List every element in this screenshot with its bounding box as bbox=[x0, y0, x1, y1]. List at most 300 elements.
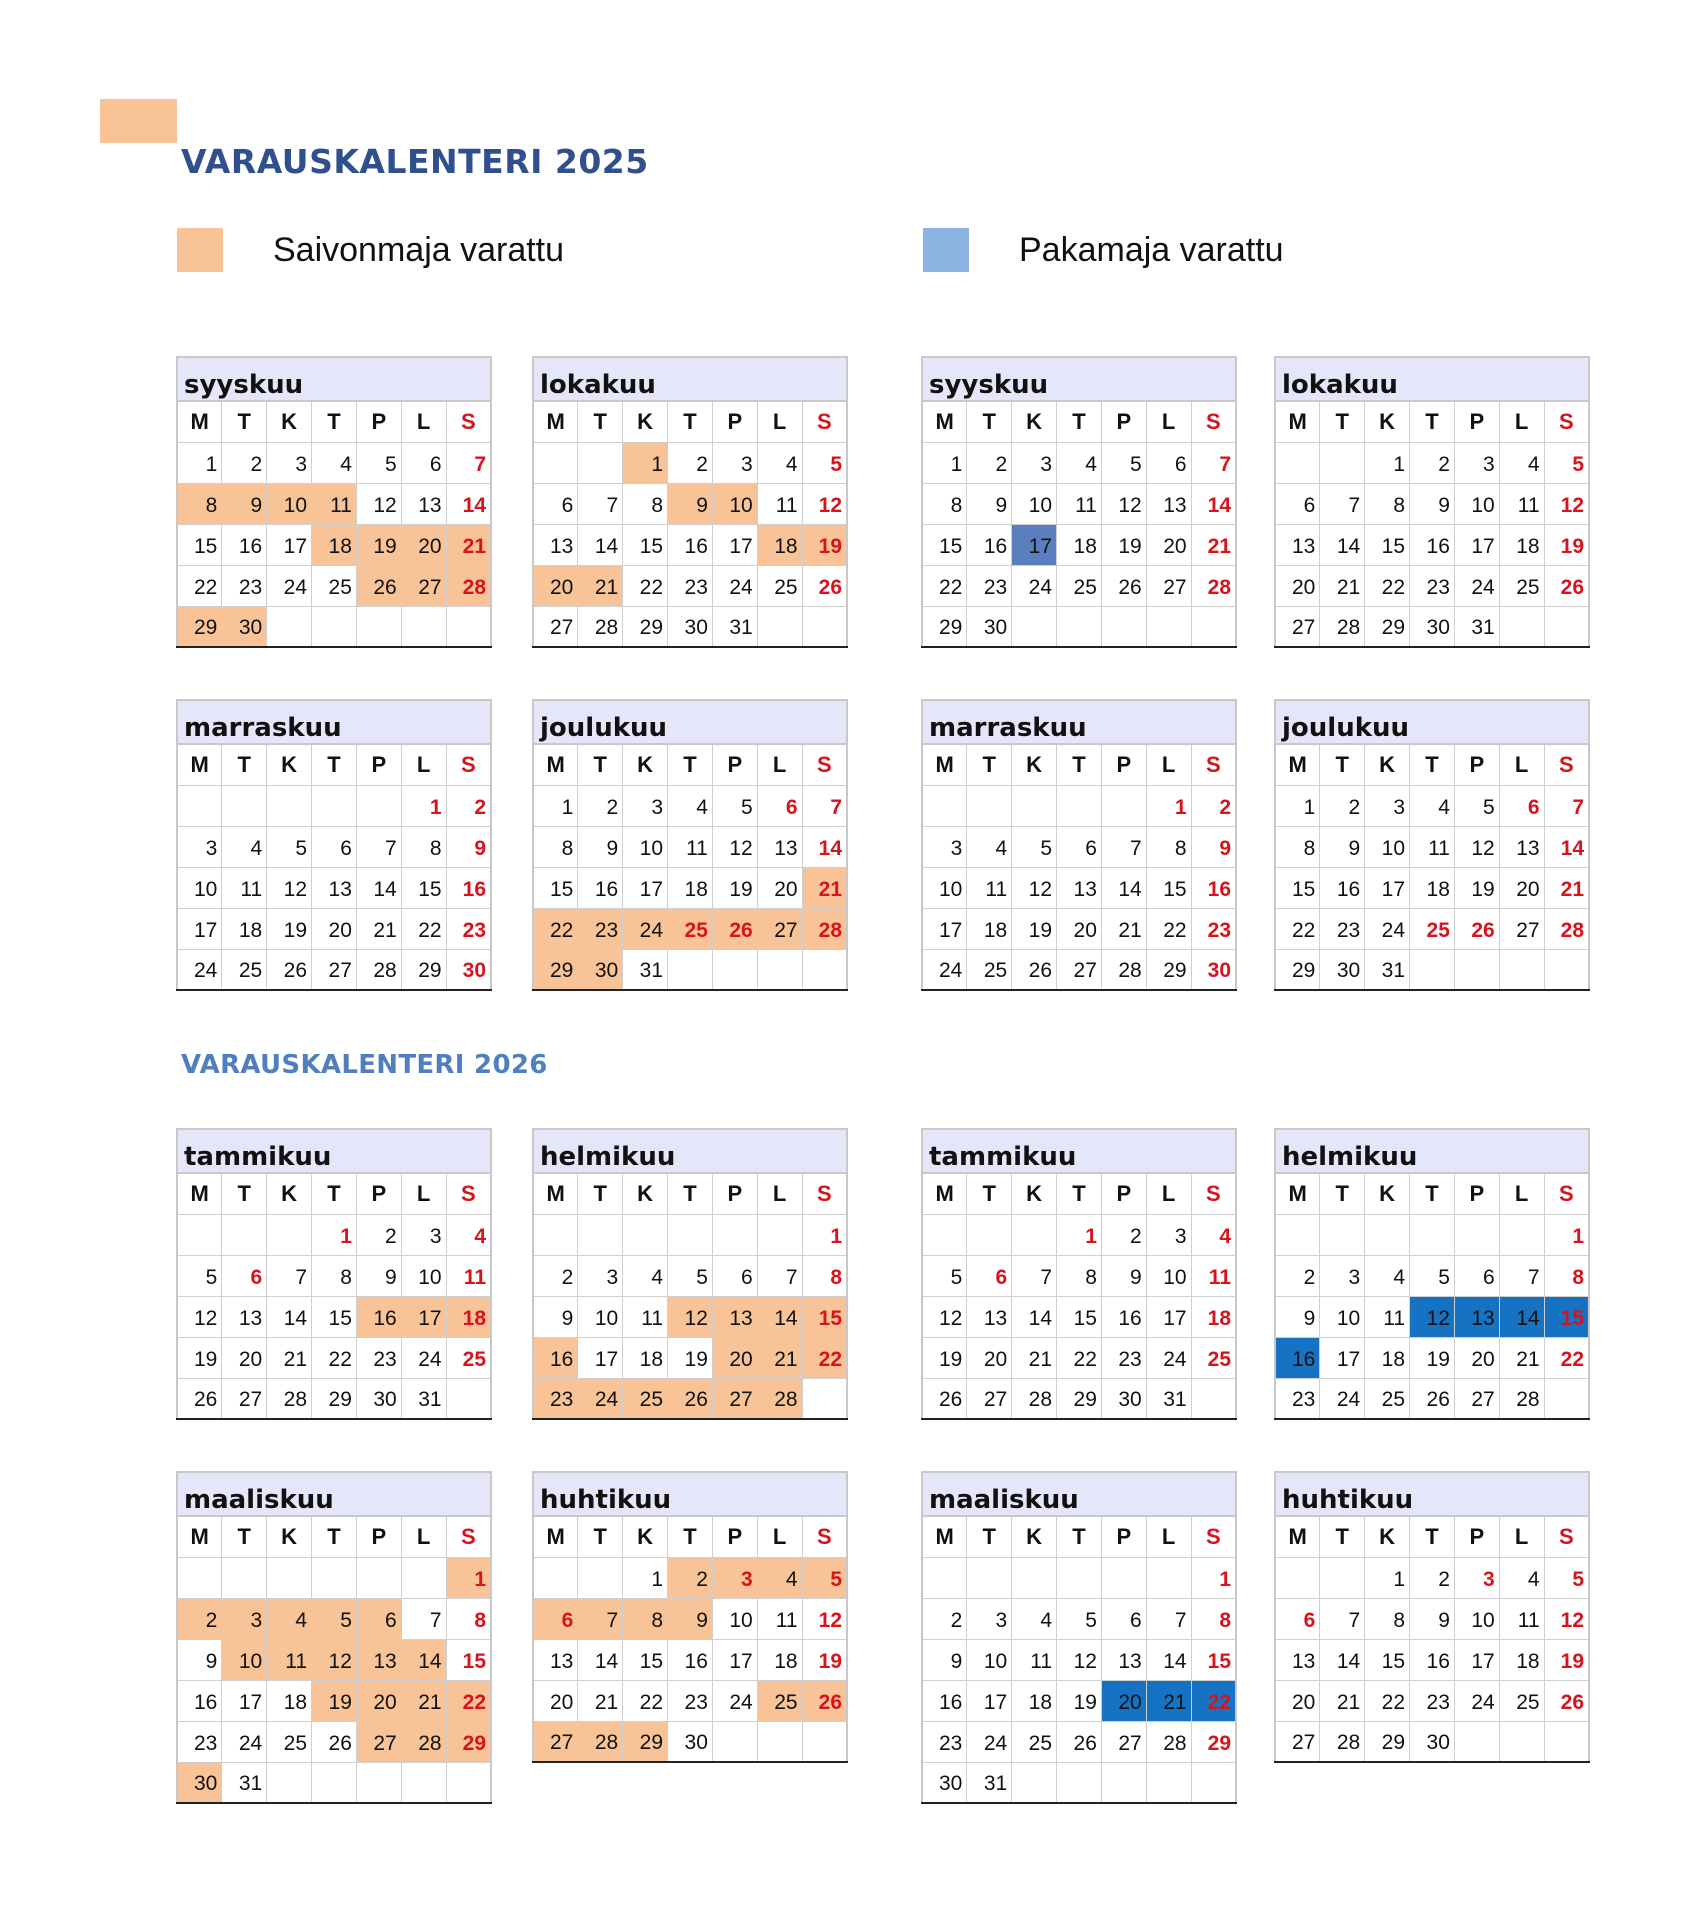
day-cell: 29 bbox=[401, 949, 446, 990]
day-cell: 29 bbox=[1365, 606, 1410, 647]
day-cell: 8 bbox=[623, 1598, 668, 1639]
day-cell: 14 bbox=[1101, 867, 1146, 908]
day-cell: 23 bbox=[356, 1337, 401, 1378]
weekday-header: T bbox=[668, 1173, 713, 1214]
day-cell: 18 bbox=[1365, 1337, 1410, 1378]
day-cell: 21 bbox=[446, 524, 491, 565]
day-cell: 1 bbox=[533, 785, 578, 826]
day-cell: 11 bbox=[1499, 1598, 1544, 1639]
day-cell: 4 bbox=[267, 1598, 312, 1639]
empty-cell bbox=[1454, 1721, 1499, 1762]
weekday-header: M bbox=[177, 401, 222, 442]
day-cell: 4 bbox=[1365, 1255, 1410, 1296]
empty-cell bbox=[1544, 606, 1589, 647]
weekday-header: K bbox=[1365, 1516, 1410, 1557]
month-calendar-saivonmaja-helmikuu bbox=[532, 1128, 848, 1420]
weekday-header: S bbox=[1544, 1173, 1589, 1214]
day-cell: 1 bbox=[1365, 1557, 1410, 1598]
day-cell: 28 bbox=[1544, 908, 1589, 949]
day-cell: 12 bbox=[1410, 1296, 1455, 1337]
day-cell: 19 bbox=[356, 524, 401, 565]
day-cell: 12 bbox=[922, 1296, 967, 1337]
day-cell: 24 bbox=[1146, 1337, 1191, 1378]
day-cell: 26 bbox=[712, 908, 757, 949]
weekday-header: S bbox=[1191, 1173, 1236, 1214]
day-cell: 6 bbox=[1275, 483, 1320, 524]
day-cell: 21 bbox=[1101, 908, 1146, 949]
day-cell: 29 bbox=[1057, 1378, 1102, 1419]
day-cell: 30 bbox=[1410, 1721, 1455, 1762]
day-cell: 26 bbox=[267, 949, 312, 990]
weekday-header: K bbox=[1365, 744, 1410, 785]
weekday-header: S bbox=[1544, 1516, 1589, 1557]
weekday-header: T bbox=[312, 1173, 357, 1214]
weekday-header: P bbox=[1101, 401, 1146, 442]
legend-pakamaja bbox=[923, 228, 1284, 272]
month-calendar-pakamaja-helmikuu bbox=[1274, 1128, 1590, 1420]
day-cell: 23 bbox=[668, 1680, 713, 1721]
day-cell: 6 bbox=[222, 1255, 267, 1296]
weekday-header: P bbox=[712, 1173, 757, 1214]
day-cell: 4 bbox=[312, 442, 357, 483]
day-cell: 22 bbox=[802, 1337, 847, 1378]
day-cell: 2 bbox=[1191, 785, 1236, 826]
day-cell: 25 bbox=[757, 1680, 802, 1721]
day-cell: 18 bbox=[312, 524, 357, 565]
day-cell: 23 bbox=[578, 908, 623, 949]
weekday-header: L bbox=[1499, 1173, 1544, 1214]
day-cell: 31 bbox=[1146, 1378, 1191, 1419]
day-cell: 22 bbox=[623, 1680, 668, 1721]
weekday-header: P bbox=[356, 401, 401, 442]
weekday-header: S bbox=[446, 744, 491, 785]
day-cell: 28 bbox=[1191, 565, 1236, 606]
day-cell: 10 bbox=[1365, 826, 1410, 867]
weekday-header: K bbox=[623, 744, 668, 785]
day-cell: 18 bbox=[1499, 524, 1544, 565]
day-cell: 3 bbox=[922, 826, 967, 867]
empty-cell bbox=[1012, 1557, 1057, 1598]
day-cell: 6 bbox=[1101, 1598, 1146, 1639]
day-cell: 3 bbox=[623, 785, 668, 826]
day-cell: 5 bbox=[1454, 785, 1499, 826]
day-cell: 8 bbox=[446, 1598, 491, 1639]
day-cell: 30 bbox=[578, 949, 623, 990]
day-cell: 20 bbox=[1499, 867, 1544, 908]
empty-cell bbox=[267, 1762, 312, 1803]
weekday-header: M bbox=[922, 744, 967, 785]
day-cell: 14 bbox=[1191, 483, 1236, 524]
weekday-header: P bbox=[1454, 401, 1499, 442]
day-cell: 2 bbox=[967, 442, 1012, 483]
day-cell: 16 bbox=[1275, 1337, 1320, 1378]
weekday-header: T bbox=[1057, 1516, 1102, 1557]
weekday-header: K bbox=[1365, 1173, 1410, 1214]
day-cell: 15 bbox=[922, 524, 967, 565]
day-cell: 27 bbox=[356, 1721, 401, 1762]
day-cell: 29 bbox=[922, 606, 967, 647]
weekday-header: K bbox=[267, 1173, 312, 1214]
day-cell: 13 bbox=[533, 524, 578, 565]
day-cell: 30 bbox=[222, 606, 267, 647]
day-cell: 1 bbox=[1365, 442, 1410, 483]
day-cell: 21 bbox=[267, 1337, 312, 1378]
day-cell: 17 bbox=[1012, 524, 1057, 565]
day-cell: 3 bbox=[1146, 1214, 1191, 1255]
day-cell: 6 bbox=[1499, 785, 1544, 826]
empty-cell bbox=[1499, 949, 1544, 990]
day-cell: 14 bbox=[446, 483, 491, 524]
day-cell: 20 bbox=[1057, 908, 1102, 949]
day-cell: 23 bbox=[1320, 908, 1365, 949]
day-cell: 29 bbox=[312, 1378, 357, 1419]
day-cell: 13 bbox=[222, 1296, 267, 1337]
month-name: lokakuu bbox=[533, 357, 847, 401]
day-cell: 19 bbox=[802, 524, 847, 565]
day-cell: 24 bbox=[578, 1378, 623, 1419]
day-cell: 16 bbox=[1320, 867, 1365, 908]
day-cell: 27 bbox=[1275, 606, 1320, 647]
day-cell: 15 bbox=[623, 524, 668, 565]
month-calendar-pakamaja-lokakuu bbox=[1274, 356, 1590, 648]
day-cell: 27 bbox=[1146, 565, 1191, 606]
day-cell: 9 bbox=[533, 1296, 578, 1337]
day-cell: 5 bbox=[1057, 1598, 1102, 1639]
day-cell: 16 bbox=[533, 1337, 578, 1378]
day-cell: 24 bbox=[922, 949, 967, 990]
day-cell: 8 bbox=[1365, 1598, 1410, 1639]
day-cell: 19 bbox=[177, 1337, 222, 1378]
weekday-header: M bbox=[1275, 744, 1320, 785]
day-cell: 31 bbox=[401, 1378, 446, 1419]
title-2026: VARAUSKALENTERI 2026 bbox=[181, 1050, 548, 1080]
day-cell: 13 bbox=[1275, 1639, 1320, 1680]
day-cell: 12 bbox=[802, 483, 847, 524]
day-cell: 5 bbox=[668, 1255, 713, 1296]
day-cell: 17 bbox=[1146, 1296, 1191, 1337]
day-cell: 10 bbox=[222, 1639, 267, 1680]
day-cell: 24 bbox=[267, 565, 312, 606]
day-cell: 14 bbox=[1320, 524, 1365, 565]
empty-cell bbox=[1101, 785, 1146, 826]
month-calendar-saivonmaja-lokakuu bbox=[532, 356, 848, 648]
day-cell: 15 bbox=[1365, 524, 1410, 565]
day-cell: 30 bbox=[1101, 1378, 1146, 1419]
weekday-header: M bbox=[533, 1173, 578, 1214]
day-cell: 21 bbox=[1191, 524, 1236, 565]
day-cell: 13 bbox=[967, 1296, 1012, 1337]
day-cell: 18 bbox=[757, 1639, 802, 1680]
day-cell: 14 bbox=[757, 1296, 802, 1337]
day-cell: 12 bbox=[312, 1639, 357, 1680]
day-cell: 30 bbox=[446, 949, 491, 990]
day-cell: 5 bbox=[1012, 826, 1057, 867]
empty-cell bbox=[1410, 949, 1455, 990]
legend-swatch-pakamaja bbox=[923, 228, 969, 272]
weekday-header: L bbox=[1146, 1173, 1191, 1214]
day-cell: 9 bbox=[222, 483, 267, 524]
day-cell: 5 bbox=[712, 785, 757, 826]
empty-cell bbox=[967, 1214, 1012, 1255]
day-cell: 22 bbox=[1191, 1680, 1236, 1721]
weekday-header: P bbox=[1454, 1516, 1499, 1557]
empty-cell bbox=[177, 785, 222, 826]
weekday-header: L bbox=[401, 1173, 446, 1214]
day-cell: 24 bbox=[1320, 1378, 1365, 1419]
weekday-header: M bbox=[1275, 1516, 1320, 1557]
day-cell: 9 bbox=[1410, 1598, 1455, 1639]
day-cell: 17 bbox=[267, 524, 312, 565]
empty-cell bbox=[267, 1557, 312, 1598]
day-cell: 14 bbox=[578, 524, 623, 565]
day-cell: 3 bbox=[712, 442, 757, 483]
day-cell: 19 bbox=[267, 908, 312, 949]
day-cell: 12 bbox=[1454, 826, 1499, 867]
day-cell: 13 bbox=[312, 867, 357, 908]
empty-cell bbox=[668, 949, 713, 990]
day-cell: 11 bbox=[623, 1296, 668, 1337]
day-cell: 29 bbox=[1275, 949, 1320, 990]
day-cell: 9 bbox=[356, 1255, 401, 1296]
empty-cell bbox=[1146, 606, 1191, 647]
day-cell: 28 bbox=[356, 949, 401, 990]
day-cell: 11 bbox=[446, 1255, 491, 1296]
day-cell: 10 bbox=[1012, 483, 1057, 524]
day-cell: 31 bbox=[222, 1762, 267, 1803]
day-cell: 11 bbox=[668, 826, 713, 867]
month-name: marraskuu bbox=[922, 700, 1236, 744]
day-cell: 11 bbox=[1012, 1639, 1057, 1680]
day-cell: 20 bbox=[757, 867, 802, 908]
weekday-header: T bbox=[1410, 744, 1455, 785]
day-cell: 20 bbox=[1454, 1337, 1499, 1378]
weekday-header: P bbox=[1454, 744, 1499, 785]
day-cell: 29 bbox=[446, 1721, 491, 1762]
day-cell: 21 bbox=[401, 1680, 446, 1721]
day-cell: 23 bbox=[1275, 1378, 1320, 1419]
empty-cell bbox=[222, 785, 267, 826]
day-cell: 12 bbox=[1012, 867, 1057, 908]
weekday-header: K bbox=[623, 1516, 668, 1557]
day-cell: 12 bbox=[668, 1296, 713, 1337]
day-cell: 12 bbox=[1101, 483, 1146, 524]
day-cell: 19 bbox=[802, 1639, 847, 1680]
month-calendar-saivonmaja-huhtikuu bbox=[532, 1471, 848, 1763]
day-cell: 4 bbox=[757, 442, 802, 483]
weekday-header: M bbox=[533, 401, 578, 442]
month-calendar-pakamaja-marraskuu bbox=[921, 699, 1237, 991]
weekday-header: T bbox=[312, 744, 357, 785]
day-cell: 17 bbox=[623, 867, 668, 908]
month-name: helmikuu bbox=[1275, 1129, 1589, 1173]
day-cell: 4 bbox=[623, 1255, 668, 1296]
day-cell: 15 bbox=[177, 524, 222, 565]
day-cell: 25 bbox=[1499, 1680, 1544, 1721]
day-cell: 1 bbox=[1544, 1214, 1589, 1255]
month-name: huhtikuu bbox=[533, 1472, 847, 1516]
day-cell: 1 bbox=[1146, 785, 1191, 826]
day-cell: 22 bbox=[401, 908, 446, 949]
day-cell: 23 bbox=[177, 1721, 222, 1762]
day-cell: 9 bbox=[1275, 1296, 1320, 1337]
month-name: maaliskuu bbox=[177, 1472, 491, 1516]
day-cell: 26 bbox=[1410, 1378, 1455, 1419]
day-cell: 18 bbox=[446, 1296, 491, 1337]
empty-cell bbox=[1454, 949, 1499, 990]
weekday-header: L bbox=[1146, 401, 1191, 442]
day-cell: 19 bbox=[1544, 1639, 1589, 1680]
day-cell: 3 bbox=[177, 826, 222, 867]
weekday-header: T bbox=[578, 1173, 623, 1214]
day-cell: 28 bbox=[1320, 606, 1365, 647]
day-cell: 23 bbox=[533, 1378, 578, 1419]
day-cell: 2 bbox=[533, 1255, 578, 1296]
day-cell: 20 bbox=[1275, 1680, 1320, 1721]
empty-cell bbox=[401, 1762, 446, 1803]
day-cell: 10 bbox=[712, 483, 757, 524]
legend-saivonmaja bbox=[177, 228, 564, 272]
day-cell: 18 bbox=[1012, 1680, 1057, 1721]
day-cell: 20 bbox=[1101, 1680, 1146, 1721]
day-cell: 23 bbox=[446, 908, 491, 949]
empty-cell bbox=[712, 1721, 757, 1762]
weekday-header: T bbox=[578, 1516, 623, 1557]
month-name: helmikuu bbox=[533, 1129, 847, 1173]
day-cell: 1 bbox=[802, 1214, 847, 1255]
weekday-header: K bbox=[1012, 401, 1057, 442]
day-cell: 28 bbox=[1499, 1378, 1544, 1419]
weekday-header: T bbox=[1057, 401, 1102, 442]
weekday-header: T bbox=[668, 744, 713, 785]
day-cell: 8 bbox=[533, 826, 578, 867]
day-cell: 8 bbox=[177, 483, 222, 524]
title-2025: VARAUSKALENTERI 2025 bbox=[181, 142, 649, 181]
weekday-header: K bbox=[267, 744, 312, 785]
day-cell: 9 bbox=[177, 1639, 222, 1680]
day-cell: 24 bbox=[222, 1721, 267, 1762]
empty-cell bbox=[312, 785, 357, 826]
month-name: tammikuu bbox=[177, 1129, 491, 1173]
day-cell: 6 bbox=[533, 1598, 578, 1639]
empty-cell bbox=[757, 1721, 802, 1762]
empty-cell bbox=[1101, 606, 1146, 647]
empty-cell bbox=[267, 785, 312, 826]
day-cell: 18 bbox=[267, 1680, 312, 1721]
day-cell: 16 bbox=[668, 1639, 713, 1680]
day-cell: 3 bbox=[967, 1598, 1012, 1639]
day-cell: 25 bbox=[1057, 565, 1102, 606]
day-cell: 3 bbox=[267, 442, 312, 483]
empty-cell bbox=[1410, 1214, 1455, 1255]
day-cell: 10 bbox=[712, 1598, 757, 1639]
empty-cell bbox=[1146, 1557, 1191, 1598]
day-cell: 14 bbox=[802, 826, 847, 867]
day-cell: 19 bbox=[668, 1337, 713, 1378]
weekday-header: T bbox=[1320, 1173, 1365, 1214]
day-cell: 29 bbox=[1191, 1721, 1236, 1762]
day-cell: 27 bbox=[533, 606, 578, 647]
month-name: joulukuu bbox=[1275, 700, 1589, 744]
weekday-header: T bbox=[222, 1173, 267, 1214]
day-cell: 30 bbox=[1410, 606, 1455, 647]
day-cell: 29 bbox=[623, 1721, 668, 1762]
day-cell: 11 bbox=[1365, 1296, 1410, 1337]
empty-cell bbox=[401, 606, 446, 647]
day-cell: 10 bbox=[967, 1639, 1012, 1680]
weekday-header: S bbox=[446, 1173, 491, 1214]
day-cell: 2 bbox=[668, 442, 713, 483]
day-cell: 16 bbox=[668, 524, 713, 565]
empty-cell bbox=[533, 1557, 578, 1598]
month-name: lokakuu bbox=[1275, 357, 1589, 401]
day-cell: 24 bbox=[967, 1721, 1012, 1762]
day-cell: 10 bbox=[1320, 1296, 1365, 1337]
weekday-header: L bbox=[401, 1516, 446, 1557]
day-cell: 9 bbox=[967, 483, 1012, 524]
day-cell: 24 bbox=[1454, 565, 1499, 606]
day-cell: 23 bbox=[1410, 1680, 1455, 1721]
day-cell: 4 bbox=[1499, 442, 1544, 483]
day-cell: 9 bbox=[1410, 483, 1455, 524]
day-cell: 7 bbox=[1320, 1598, 1365, 1639]
weekday-header: K bbox=[623, 1173, 668, 1214]
weekday-header: M bbox=[533, 744, 578, 785]
day-cell: 22 bbox=[177, 565, 222, 606]
day-cell: 26 bbox=[1012, 949, 1057, 990]
day-cell: 7 bbox=[267, 1255, 312, 1296]
day-cell: 5 bbox=[802, 1557, 847, 1598]
day-cell: 24 bbox=[1365, 908, 1410, 949]
weekday-header: T bbox=[1320, 401, 1365, 442]
empty-cell bbox=[1191, 606, 1236, 647]
day-cell: 30 bbox=[1191, 949, 1236, 990]
month-calendar-saivonmaja-syyskuu bbox=[176, 356, 492, 648]
day-cell: 25 bbox=[312, 565, 357, 606]
weekday-header: P bbox=[1101, 1173, 1146, 1214]
month-calendar-pakamaja-maaliskuu bbox=[921, 1471, 1237, 1804]
day-cell: 28 bbox=[1320, 1721, 1365, 1762]
empty-cell bbox=[802, 1378, 847, 1419]
day-cell: 1 bbox=[1191, 1557, 1236, 1598]
day-cell: 7 bbox=[1012, 1255, 1057, 1296]
empty-cell bbox=[401, 1557, 446, 1598]
day-cell: 7 bbox=[1499, 1255, 1544, 1296]
day-cell: 22 bbox=[312, 1337, 357, 1378]
day-cell: 27 bbox=[222, 1378, 267, 1419]
empty-cell bbox=[578, 1557, 623, 1598]
weekday-header: S bbox=[802, 1516, 847, 1557]
day-cell: 9 bbox=[668, 1598, 713, 1639]
day-cell: 29 bbox=[533, 949, 578, 990]
day-cell: 22 bbox=[1275, 908, 1320, 949]
day-cell: 8 bbox=[1275, 826, 1320, 867]
empty-cell bbox=[712, 1214, 757, 1255]
day-cell: 30 bbox=[1320, 949, 1365, 990]
day-cell: 25 bbox=[446, 1337, 491, 1378]
day-cell: 18 bbox=[1499, 1639, 1544, 1680]
day-cell: 23 bbox=[1191, 908, 1236, 949]
weekday-header: P bbox=[356, 1173, 401, 1214]
empty-cell bbox=[1191, 1378, 1236, 1419]
empty-cell bbox=[1320, 1214, 1365, 1255]
weekday-header: P bbox=[712, 401, 757, 442]
empty-cell bbox=[1275, 442, 1320, 483]
day-cell: 29 bbox=[623, 606, 668, 647]
month-calendar-pakamaja-tammikuu bbox=[921, 1128, 1237, 1420]
day-cell: 4 bbox=[446, 1214, 491, 1255]
day-cell: 7 bbox=[1544, 785, 1589, 826]
day-cell: 1 bbox=[623, 442, 668, 483]
